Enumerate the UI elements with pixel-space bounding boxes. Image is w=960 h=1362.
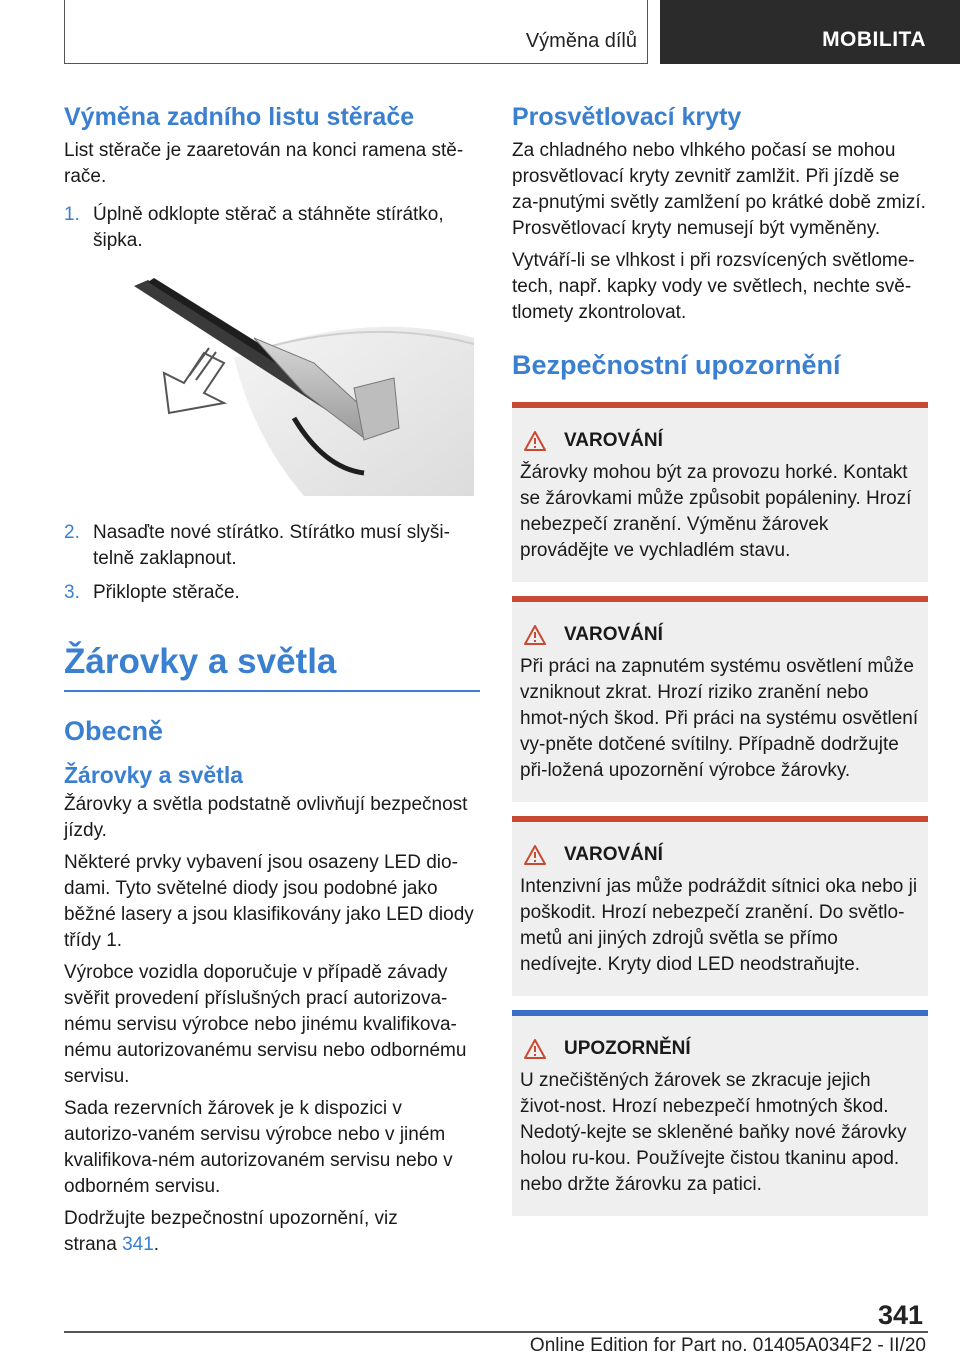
warning-triangle-icon <box>524 625 546 645</box>
paragraph: Výrobce vozidla doporučuje v případě závady svěřit provedení příslušných prací autorizova-nému servisu výrobce nebo jinému kvalifikova-nému autorizovanému servisu nebo odbornému servisu. <box>64 961 467 1087</box>
notice-box <box>512 1010 928 1216</box>
notice-header <box>520 1038 920 1060</box>
reference-end: . <box>153 1233 160 1255</box>
warning-label: VAROVÁNÍ <box>564 844 663 865</box>
reference-text: Dodržujte bezpečnostní upozornění, viz strana <box>64 1207 398 1255</box>
covers-title: Prosvětlovací kryty <box>512 103 742 131</box>
warning-box <box>512 596 928 802</box>
step-text: Nasaďte nové stírátko. Stírátko musí slyši-telně zaklapnout. <box>93 522 450 569</box>
covers-paragraph: Za chladného nebo vlhkého počasí se mohou prosvětlovací kryty zevnitř zamlžit. Při jízdě se za-pnutými světly zamlžení po krátké době zmizí. Prosvětlovací kryty nemusejí být vyměněny. <box>512 140 926 239</box>
step-text: Úplně odklopte stěrač a stáhněte stírátko, šipka. <box>93 204 444 251</box>
footer-edition-text: Online Edition for Part no. 01405A034F2 - II/20 <box>529 1335 926 1356</box>
step-number: 1. <box>64 204 80 225</box>
paragraph: Sada rezervních žárovek je k dispozici v autorizo-vaném servisu výrobce nebo v jiném kvalifikova-ném autorizovaném servisu nebo v odborném servisu. <box>64 1097 453 1197</box>
warning-triangle-icon <box>524 845 546 865</box>
step-item <box>64 580 480 606</box>
step-text: Přiklopte stěrače. <box>93 582 240 603</box>
warning-label: VAROVÁNÍ <box>564 624 663 645</box>
general-title: Obecně <box>64 715 164 746</box>
chapter-title: Žárovky a světla <box>64 642 337 681</box>
covers-paragraph: Vytváří-li se vlhkost i při rozsvícených světlome-tech, např. kapky vody ve světlech, nechte svě-tlomety zkontrolovat. <box>512 250 915 323</box>
warning-header <box>520 844 920 866</box>
page-reference-link[interactable]: 341 <box>122 1233 154 1255</box>
paragraph: Některé prvky vybavení jsou osazeny LED dio-dami. Tyto světelné diody jsou podobné jako běžné lasery a jsou klasifikovány jako LED diody třídy 1. <box>64 851 474 951</box>
warning-text: Intenzivní jas může podráždit sítnici oka nebo ji poškodit. Hrozí nebezpečí zranění. Do světlo-metů ani jiných zdrojů světla se přímo nedívejte. Kryty diod LED neodstraňujte. <box>520 876 918 975</box>
warning-triangle-icon <box>524 431 546 451</box>
wiper-section-title: Výměna zadního listu stěrače <box>64 103 415 131</box>
header-section-tab[interactable]: MOBILITA <box>660 0 960 64</box>
header-chapter-title: Výměna dílů <box>525 30 637 52</box>
page-number: 341 <box>878 1300 924 1330</box>
reference-paragraph <box>64 1206 404 1258</box>
warning-text: Žárovky mohou být za provozu horké. Kontakt se žárovkami může způsobit popáleniny. Hrozí nebezpečí zranění. Výměnu žárovek provádějte ve vychladlém stavu. <box>520 462 912 561</box>
safety-title: Bezpečnostní upozornění <box>512 350 841 380</box>
warning-box <box>512 402 928 582</box>
wiper-blade-illustration <box>64 268 480 508</box>
left-column <box>64 100 480 1258</box>
notice-text: U znečištěných žárovek se zkracuje jejich život-nost. Hrozí nebezpečí hmotných škod. Nedotý-kejte se skleněné baňky nové žárovky holou ru-kou. Používejte čistou tkaninu apod. nebo držte žárovku za patici. <box>520 1070 907 1195</box>
header-frame <box>64 0 648 64</box>
warning-header <box>520 430 920 452</box>
warning-triangle-icon <box>524 1039 546 1059</box>
notice-label: UPOZORNĚNÍ <box>564 1038 691 1059</box>
chapter-rule <box>64 690 480 692</box>
arrow-icon <box>164 348 224 413</box>
right-column <box>512 100 928 1216</box>
subsection-title: Žárovky a světla <box>64 761 244 788</box>
step-number: 2. <box>64 522 80 543</box>
warning-label: VAROVÁNÍ <box>564 430 663 451</box>
paragraph: Žárovky a světla podstatně ovlivňují bezpečnost jízdy. <box>64 793 468 841</box>
wiper-intro: List stěrače je zaaretován na konci ramena stě-rače. <box>64 140 464 187</box>
step-number: 3. <box>64 582 80 603</box>
step-item <box>64 520 480 572</box>
footer-rule <box>64 1331 928 1333</box>
step-item <box>64 202 480 254</box>
warning-text: Při práci na zapnutém systému osvětlení může vzniknout zkrat. Hrozí riziko zranění nebo hmot-ných škod. Při práci na systému osvětlení vy-pněte dotčené svítilny. Případně dodržujte při-ložená upozornění výrobce žárovky. <box>520 656 919 781</box>
warning-header <box>520 624 920 646</box>
warning-box <box>512 816 928 996</box>
